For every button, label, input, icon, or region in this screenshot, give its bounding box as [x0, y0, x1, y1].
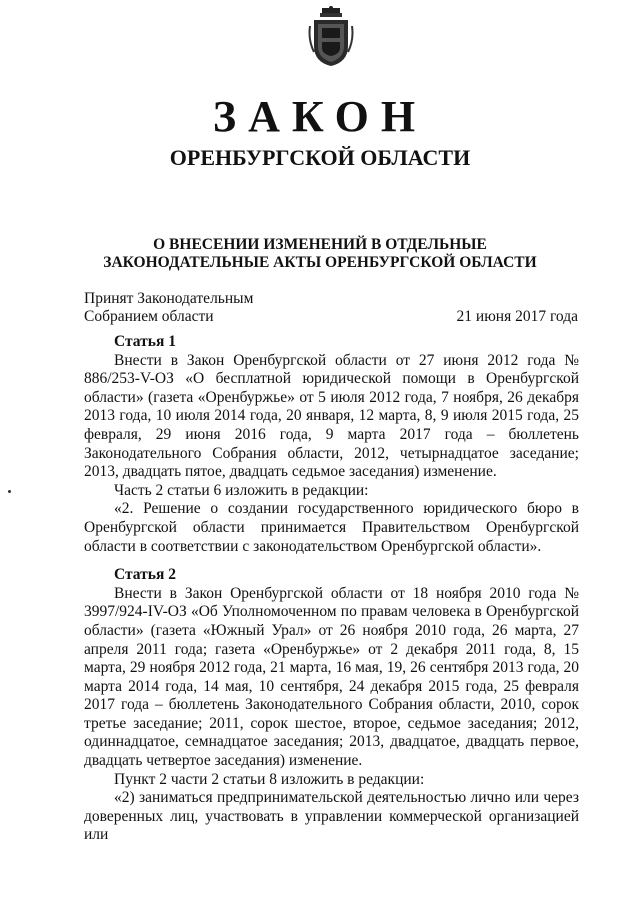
article-2-paragraph-3: «2) заниматься предпринимательской деятельностью лично или через доверенных лиц, участвовать в управлении коммерческой организацией или	[84, 789, 579, 844]
coat-of-arms-icon	[308, 6, 354, 68]
adopted-line-2: Собранием области	[84, 308, 214, 325]
law-region: ОРЕНБУРГСКОЙ ОБЛАСТИ	[169, 145, 471, 170]
article-1-heading: Статья 1	[114, 333, 176, 350]
adopted-by	[84, 290, 253, 326]
adopted-date: 21 июня 2017 года	[456, 308, 578, 325]
article-2-paragraph-1: Внести в Закон Оренбургской области от 18 ноября 2010 года № 3997/924-IV-ОЗ «Об Уполномоченном по правам человека в Оренбургской области» (газета «Южный Урал» от 26 ноября 2010 года, 26 марта, 27 апреля 2011 года; газета «Оренбуржье» от 2 декабря 2011 года, 8, 15 марта, 29 ноября 2012 года, 21 марта, 16 мая, 19, 26 сентября 2013 года, 20 марта 2014 года, 14 мая, 10 сентября, 24 декабря 2015 года, 25 февраля 2017 года – бюллетень Законодательного Собрания области, 2010, сорок третье заседание; 2011, сорок шестое, второе, седьмое заседания; 2012, одиннадцатое, семнадцатое заседания; 2013, двадцатое, двадцать первое, двадцать четвертое заседания) изменение.	[84, 584, 579, 770]
law-title: ЗАКОН	[212, 92, 428, 141]
section-gap	[84, 556, 579, 566]
article-2-heading: Статья 2	[114, 566, 176, 584]
law-heading	[0, 236, 640, 272]
article-1-paragraph-3: «2. Решение о создании государственного юридического бюро в Оренбургской области принимается Правительством Оренбургской области в соответствии с законодательством Оренбургской области».	[84, 500, 579, 555]
heading-line-2: ЗАКОНОДАТЕЛЬНЫЕ АКТЫ ОРЕНБУРГСКОЙ ОБЛАСТИ	[103, 254, 537, 271]
adopted-line-1: Принят Законодательным	[84, 290, 254, 307]
article-1-paragraph-2: Часть 2 статьи 6 изложить в редакции:	[114, 481, 369, 499]
article-2-paragraph-2: Пункт 2 части 2 статьи 8 изложить в редакции:	[114, 770, 425, 788]
scan-dot	[8, 490, 11, 493]
heading-line-1: О ВНЕСЕНИИ ИЗМЕНЕНИЙ В ОТДЕЛЬНЫЕ	[153, 236, 487, 253]
law-body	[84, 333, 579, 845]
article-1-paragraph-1: Внести в Закон Оренбургской области от 27 июня 2012 года № 886/253-V-ОЗ «О бесплатной юридической помощи в Оренбургской области» (газета «Оренбуржье» от 5 июля 2012 года, 7 ноября, 26 декабря 2013 года, 10 июля 2014 года, 20 января, 12 марта, 8, 9 июля 2015 года, 25 февраля, 29 июня 2016 года, 9 марта 2017 года – бюллетень Законодательного Собрания области, 2012, четырнадцатое заседание; 2013, двадцать пятое, двадцать седьмое заседания) изменение.	[84, 351, 579, 481]
